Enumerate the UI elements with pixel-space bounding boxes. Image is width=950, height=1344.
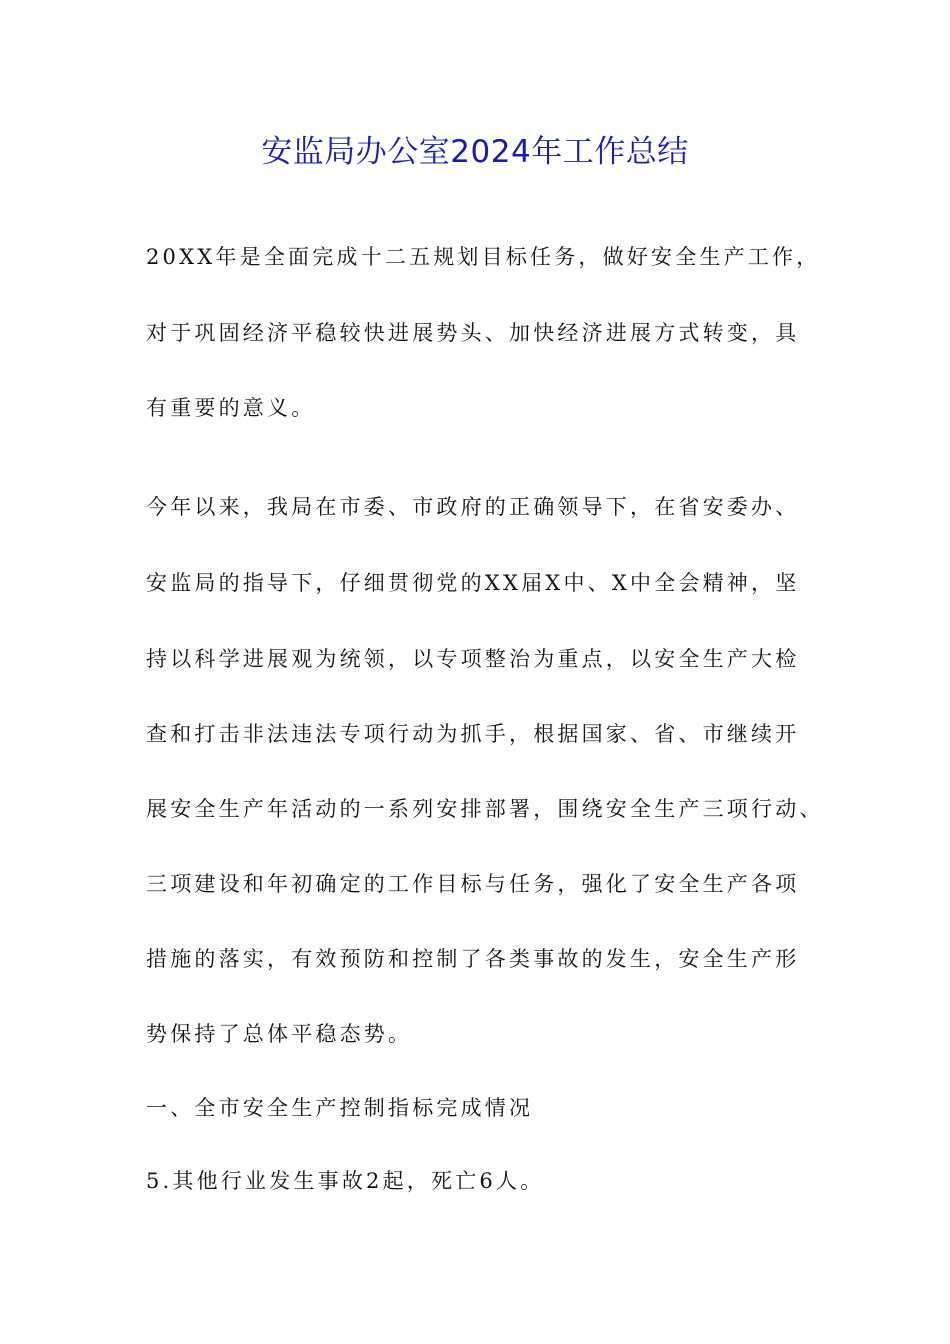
paragraph-2-line-6: 三项建设和年初确定的工作目标与任务，强化了安全生产各项	[146, 872, 800, 896]
paragraph-2-line-4: 查和打击非法违法专项行动为抓手，根据国家、省、市继续开	[146, 722, 800, 746]
paragraph-2-line-3: 持以科学进展观为统领，以专项整治为重点，以安全生产大检	[146, 647, 800, 671]
paragraph-2-line-7: 措施的落实，有效预防和控制了各类事故的发生，安全生产形	[146, 947, 800, 971]
paragraph-2-line-5: 展安全生产年活动的一系列安排部署，围绕安全生产三项行动、	[146, 797, 824, 821]
paragraph-2-line-1: 今年以来，我局在市委、市政府的正确领导下，在省安委办、	[146, 495, 800, 519]
paragraph-1-line-1: 20XX年是全面完成十二五规划目标任务，做好安全生产工作，	[146, 245, 821, 269]
paragraph-2-line-8: 势保持了总体平稳态势。	[146, 1022, 413, 1046]
section-heading: 一、全市安全生产控制指标完成情况	[146, 1096, 534, 1120]
paragraph-1-line-2: 对于巩固经济平稳较快进展势头、加快经济进展方式转变，具	[146, 321, 800, 345]
paragraph-1-line-3: 有重要的意义。	[146, 396, 316, 420]
document-title: 安监局办公室2024年工作总结	[261, 134, 689, 170]
list-item: 5.其他行业发生事故2起，死亡6人。	[146, 1169, 545, 1193]
paragraph-2-line-2: 安监局的指导下，仔细贯彻党的XX届X中、X中全会精神，坚	[146, 571, 800, 595]
